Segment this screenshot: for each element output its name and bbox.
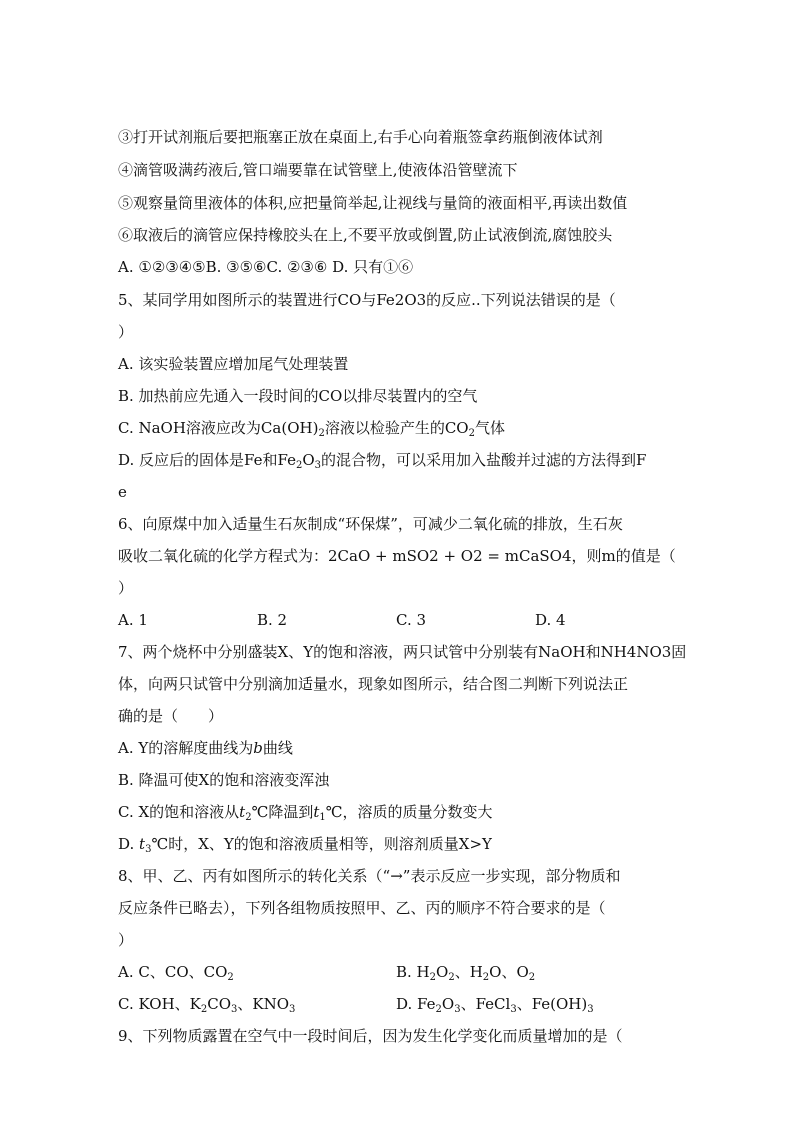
q7-option-a: A. Y的溶解度曲线为b曲线 (118, 739, 293, 757)
q5-option-d-cont: e (118, 483, 127, 501)
q6-stem-line-2: 吸收二氧化硫的化学方程式为：2CaO + mSO2 + O2 = mCaSO4，则m的值是（ (118, 547, 676, 565)
q6-option-a: A. 1 (118, 611, 148, 629)
q8-stem-end: ） (118, 931, 134, 949)
statement-4: ④滴管吸满药液后,管口端要靠在试管壁上,使液体沿管壁流下 (118, 161, 518, 179)
q8-option-b: B. $H_2O_2$、$H_2O$、$O_2$ (396, 963, 536, 983)
q5-option-d: D. 反应后的固体是Fe和$Fe_2O_3$的混合物，可以采用加入盐酸并过滤的方法得到F (118, 451, 647, 471)
q8-options-row-1 (118, 962, 536, 983)
q7-stem-line-3: 确的是（ ） (118, 707, 224, 725)
q5-option-b: B. 加热前应先通入一段时间的CO以排尽装置内的空气 (118, 387, 478, 405)
q8-options-row-2 (118, 994, 594, 1015)
q7-option-d: D. $t_3℃$时，X、Y的饱和溶液质量相等，则溶剂质量X>Y (118, 835, 492, 855)
q6-stem-line-1: 6、向原煤中加入适量生石灰制成“环保煤”，可减少二氧化硫的排放，生石灰 (118, 515, 623, 533)
q4-options: A. ①②③④⑤B. ③⑤⑥C. ②③⑥ D. 只有①⑥ (118, 258, 414, 276)
q6-option-c: C. 3 (396, 611, 427, 629)
statement-3: ③打开试剂瓶后要把瓶塞正放在桌面上,右手心向着瓶签拿药瓶倒液体试剂 (118, 128, 603, 146)
q8-option-d: D. $Fe_2O_3$、FeCl$_3$、$Fe(OH)_3$ (396, 995, 594, 1015)
q6-option-b: B. 2 (257, 611, 288, 629)
q8-stem-line-1: 8、甲、乙、丙有如图所示的转化关系（“→”表示反应一步实现，部分物质和 (118, 867, 621, 885)
q6-stem-end: ） (118, 579, 134, 597)
q7-option-b: B. 降温可使X的饱和溶液变浑浊 (118, 771, 330, 789)
statement-6: ⑥取液后的滴管应保持橡胶头在上,不要平放或倒置,防止试液倒流,腐蚀胶头 (118, 226, 613, 244)
q8-option-a: A. C、CO、$CO_2$ (118, 963, 234, 983)
q5-stem-end: ） (118, 323, 134, 341)
q8-stem-line-2: 反应条件已略去），下列各组物质按照甲、乙、丙的顺序不符合要求的是（ (118, 899, 606, 917)
q8-option-c: C. KOH、$K_2CO_3$、$KNO_3$ (118, 995, 296, 1015)
q5-option-a: A. 该实验装置应增加尾气处理装置 (118, 355, 349, 373)
q7-stem-line-2: 体，向两只试管中分别滴加适量水，现象如图所示，结合图二判断下列说法正 (118, 675, 629, 693)
q5-option-c: C. NaOH溶液应改为$Ca(OH)_2$溶液以检验产生的$CO_2$气体 (118, 419, 505, 439)
q9-stem: 9、下列物质露置在空气中一段时间后，因为发生化学变化而质量增加的是（ (118, 1027, 623, 1045)
q7-stem-line-1: 7、两个烧杯中分别盛装X、Y的饱和溶液，两只试管中分别装有NaOH和NH4NO3固 (118, 643, 687, 661)
q7-option-c: C. X的饱和溶液从$t_2℃$降温到$t_1℃$，溶质的质量分数变大 (118, 803, 493, 823)
statement-5: ⑤观察量筒里液体的体积,应把量筒举起,让视线与量筒的液面相平,再读出数值 (118, 194, 628, 212)
q6-option-d: D. 4 (535, 611, 566, 629)
q5-stem: 5、某同学用如图所示的装置进行CO与Fe2O3的反应..下列说法错误的是（ (118, 291, 616, 309)
